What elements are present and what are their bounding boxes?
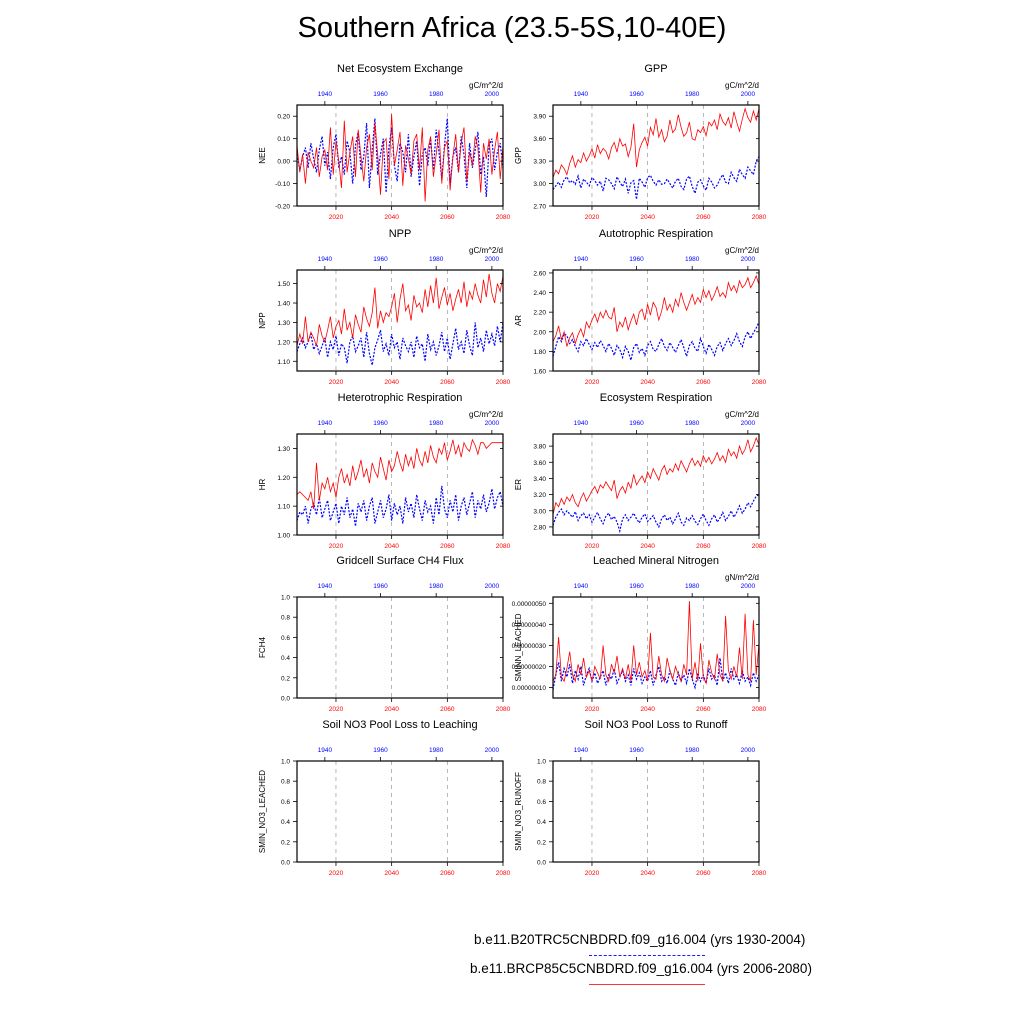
y-axis-label: NPP [258, 312, 267, 329]
x-tick-label-top: 1980 [684, 583, 700, 590]
legend-fut-line [589, 984, 705, 985]
x-tick-label-top: 1980 [684, 420, 700, 427]
plot-frame [553, 761, 759, 862]
y-tick-label: 3.60 [533, 459, 546, 467]
x-tick-label-bottom: 2020 [584, 214, 600, 221]
y-tick-label: 1.50 [277, 281, 290, 289]
x-tick-label-top: 1960 [373, 583, 388, 590]
y-axis-label: SMINN_LEACHED [514, 613, 523, 682]
series-hist-line [297, 119, 503, 198]
series-fut-line [553, 438, 759, 515]
panel-title: Autotrophic Respiration [598, 228, 714, 240]
y-tick-label: 3.80 [533, 443, 546, 451]
y-tick-label: 1.10 [277, 358, 290, 366]
series-fut-line [553, 601, 759, 683]
x-tick-label-bottom: 2020 [584, 543, 600, 550]
panel-units: gC/m^2/d [469, 81, 503, 90]
y-tick-label: 1.0 [280, 594, 290, 602]
y-axis-label: SMIN_NO3_RUNOFF [514, 772, 523, 851]
x-tick-label-bottom: 2060 [696, 706, 711, 713]
x-tick-label-bottom: 2060 [696, 543, 711, 550]
x-tick-label-top: 1960 [373, 256, 388, 263]
y-tick-label: 2.20 [533, 309, 546, 317]
x-tick-label-top: 1940 [573, 747, 589, 754]
x-tick-label-top: 1960 [629, 420, 644, 427]
x-tick-label-bottom: 2040 [640, 379, 655, 386]
x-tick-label-bottom: 2020 [584, 706, 600, 713]
y-axis-label: HR [258, 478, 267, 491]
y-tick-label: 3.60 [533, 136, 546, 144]
x-tick-label-bottom: 2020 [328, 706, 344, 713]
panel-title: Gridcell Surface CH4 Flux [336, 555, 464, 567]
y-tick-label: -0.10 [275, 181, 290, 189]
x-tick-label-bottom: 2020 [328, 379, 344, 386]
panel-units: gN/m^2/d [725, 573, 759, 582]
x-tick-label-top: 1940 [573, 91, 589, 98]
y-tick-label: 0.00000020 [511, 663, 546, 671]
x-tick-label-top: 2000 [740, 583, 756, 590]
x-tick-label-bottom: 2040 [384, 870, 399, 877]
page-title: Southern Africa (23.5-5S,10-40E) [297, 12, 727, 44]
plot-frame [297, 761, 503, 862]
chart-panel-7 [258, 555, 511, 713]
x-tick-label-bottom: 2040 [640, 706, 655, 713]
y-tick-label: 0.2 [280, 839, 290, 847]
y-axis-label: GPP [514, 147, 523, 164]
x-tick-label-top: 1940 [317, 583, 333, 590]
y-tick-label: 0.8 [280, 614, 290, 622]
y-tick-label: 0.0 [280, 859, 290, 867]
chart-panel-10 [514, 719, 767, 877]
x-tick-label-bottom: 2060 [440, 543, 455, 550]
y-tick-label: 1.10 [277, 503, 290, 511]
legend-hist-label: b.e11.B20TRC5CNBDRD.f09_g16.004 (yrs 1930-2004) [474, 932, 806, 947]
y-tick-label: 0.2 [536, 839, 546, 847]
x-tick-label-top: 1960 [629, 91, 644, 98]
y-tick-label: 1.00 [277, 532, 290, 540]
series-fut-line [297, 114, 503, 202]
y-tick-label: 0.00000030 [511, 642, 546, 650]
x-tick-label-bottom: 2040 [384, 543, 399, 550]
chart-panel-2 [514, 63, 767, 221]
x-tick-label-bottom: 2040 [384, 706, 399, 713]
series-hist-line [553, 322, 759, 360]
x-tick-label-top: 2000 [740, 256, 756, 263]
x-tick-label-bottom: 2020 [328, 214, 344, 221]
x-tick-label-bottom: 2040 [640, 870, 655, 877]
x-tick-label-top: 1980 [428, 583, 444, 590]
y-tick-label: 2.00 [533, 329, 546, 337]
series-hist-line [553, 157, 759, 200]
x-tick-label-top: 1940 [317, 747, 333, 754]
y-axis-label: NEE [258, 147, 267, 164]
y-tick-label: 3.20 [533, 492, 546, 500]
y-tick-label: 0.8 [536, 778, 546, 786]
panel-units: gC/m^2/d [725, 246, 759, 255]
x-tick-label-top: 1960 [629, 583, 644, 590]
y-tick-label: 0.6 [280, 798, 290, 806]
x-tick-label-bottom: 2080 [751, 543, 767, 550]
panel-units: gC/m^2/d [725, 81, 759, 90]
x-tick-label-bottom: 2060 [696, 870, 711, 877]
legend-fut-label: b.e11.BRCP85C5CNBDRD.f09_g16.004 (yrs 2006-2080) [470, 961, 812, 976]
x-tick-label-bottom: 2080 [495, 379, 511, 386]
x-tick-label-bottom: 2060 [440, 214, 455, 221]
x-tick-label-top: 1940 [317, 256, 333, 263]
panel-title: GPP [644, 63, 668, 75]
y-tick-label: 1.20 [277, 474, 290, 482]
panel-units: gC/m^2/d [469, 410, 503, 419]
x-tick-label-bottom: 2080 [751, 379, 767, 386]
y-tick-label: 0.20 [277, 113, 290, 121]
y-tick-label: 2.40 [533, 290, 546, 298]
chart-panel-9 [258, 719, 511, 877]
x-tick-label-bottom: 2080 [495, 543, 511, 550]
y-tick-label: 0.10 [277, 136, 290, 144]
y-tick-label: 0.00000040 [511, 621, 546, 629]
x-tick-label-bottom: 2040 [640, 214, 655, 221]
x-tick-label-top: 1940 [573, 583, 589, 590]
x-tick-label-bottom: 2080 [751, 214, 767, 221]
y-tick-label: 0.4 [280, 819, 290, 827]
y-tick-label: 0.4 [536, 819, 546, 827]
y-tick-label: 1.60 [533, 368, 546, 376]
chart-panel-8 [512, 555, 767, 713]
y-tick-label: 0.4 [280, 655, 290, 663]
x-tick-label-top: 1980 [684, 256, 700, 263]
x-tick-label-top: 1940 [573, 420, 589, 427]
y-tick-label: 2.70 [533, 203, 546, 211]
y-tick-label: 1.30 [277, 445, 290, 453]
y-tick-label: 1.40 [277, 300, 290, 308]
y-axis-label: SMIN_NO3_LEACHED [258, 769, 267, 854]
y-tick-label: 3.00 [533, 508, 546, 516]
chart-panel-1 [258, 63, 511, 221]
x-tick-label-bottom: 2020 [328, 870, 344, 877]
x-tick-label-top: 1980 [428, 256, 444, 263]
y-tick-label: 0.00000050 [511, 600, 546, 608]
y-tick-label: 3.30 [533, 158, 546, 166]
x-tick-label-top: 2000 [484, 420, 500, 427]
x-tick-label-bottom: 2040 [640, 543, 655, 550]
panel-title: Ecosystem Respiration [599, 392, 713, 404]
x-tick-label-top: 2000 [740, 420, 756, 427]
y-tick-label: 2.80 [533, 524, 546, 532]
x-tick-label-bottom: 2060 [696, 379, 711, 386]
x-tick-label-bottom: 2080 [495, 214, 511, 221]
x-tick-label-bottom: 2080 [751, 706, 767, 713]
y-tick-label: 1.0 [280, 758, 290, 766]
y-tick-label: 3.00 [533, 181, 546, 189]
x-tick-label-top: 1960 [373, 747, 388, 754]
y-tick-label: 0.6 [280, 634, 290, 642]
y-axis-label: ER [514, 478, 523, 491]
x-tick-label-top: 2000 [484, 91, 500, 98]
x-tick-label-top: 1980 [428, 747, 444, 754]
y-tick-label: 1.0 [536, 758, 546, 766]
x-tick-label-top: 1980 [684, 747, 700, 754]
y-tick-label: 0.6 [536, 798, 546, 806]
x-tick-label-bottom: 2060 [696, 214, 711, 221]
plot-frame [297, 434, 503, 535]
x-tick-label-top: 2000 [484, 256, 500, 263]
x-tick-label-top: 1940 [317, 420, 333, 427]
series-fut-line [297, 440, 503, 509]
series-hist-line [297, 486, 503, 526]
panel-title: Net Ecosystem Exchange [337, 63, 463, 75]
x-tick-label-top: 1980 [428, 91, 444, 98]
x-tick-label-top: 1960 [373, 91, 388, 98]
panel-title: Soil NO3 Pool Loss to Runoff [584, 719, 728, 731]
y-tick-label: -0.20 [275, 203, 290, 211]
chart-panel-5 [258, 392, 511, 550]
x-tick-label-bottom: 2020 [584, 870, 600, 877]
y-axis-label: FCH4 [258, 637, 267, 658]
panel-title: Heterotrophic Respiration [337, 392, 463, 404]
series-hist-line [553, 495, 759, 531]
x-tick-label-top: 1980 [428, 420, 444, 427]
x-tick-label-bottom: 2060 [440, 706, 455, 713]
y-tick-label: 3.90 [533, 113, 546, 121]
x-tick-label-bottom: 2080 [495, 706, 511, 713]
x-tick-label-top: 2000 [740, 747, 756, 754]
y-tick-label: 1.80 [533, 348, 546, 356]
panel-title: Soil NO3 Pool Loss to Leaching [322, 719, 478, 731]
chart-panel-4 [514, 228, 767, 386]
y-tick-label: 0.00000010 [511, 684, 546, 692]
panel-title: NPP [388, 228, 412, 240]
series-fut-line [553, 276, 759, 347]
x-tick-label-bottom: 2080 [495, 870, 511, 877]
x-tick-label-bottom: 2020 [584, 379, 600, 386]
x-tick-label-bottom: 2080 [751, 870, 767, 877]
panel-units: gC/m^2/d [469, 246, 503, 255]
x-tick-label-top: 2000 [484, 583, 500, 590]
x-tick-label-top: 1960 [629, 747, 644, 754]
y-tick-label: 0.2 [280, 675, 290, 683]
x-tick-label-top: 2000 [484, 747, 500, 754]
x-tick-label-bottom: 2020 [328, 543, 344, 550]
y-tick-label: 2.60 [533, 270, 546, 278]
y-axis-label: AR [514, 314, 523, 327]
x-tick-label-top: 1980 [684, 91, 700, 98]
y-tick-label: 1.20 [277, 339, 290, 347]
panel-title: Leached Mineral Nitrogen [593, 555, 719, 567]
x-tick-label-top: 1960 [629, 256, 644, 263]
y-tick-label: 0.0 [280, 695, 290, 703]
series-fut-line [297, 274, 503, 346]
y-tick-label: 0.0 [536, 859, 546, 867]
plot-frame [297, 597, 503, 698]
chart-panel-3 [258, 228, 511, 386]
panel-units: gC/m^2/d [725, 410, 759, 419]
x-tick-label-top: 1960 [373, 420, 388, 427]
y-tick-label: 1.30 [277, 319, 290, 327]
x-tick-label-top: 1940 [573, 256, 589, 263]
x-tick-label-bottom: 2040 [384, 214, 399, 221]
y-tick-label: 0.00 [277, 158, 290, 166]
x-tick-label-top: 1940 [317, 91, 333, 98]
x-tick-label-top: 2000 [740, 91, 756, 98]
series-fut-line [553, 109, 759, 178]
x-tick-label-bottom: 2060 [440, 870, 455, 877]
y-tick-label: 0.8 [280, 778, 290, 786]
legend-hist-line [589, 955, 705, 956]
chart-panel-6 [514, 392, 767, 550]
y-tick-label: 3.40 [533, 475, 546, 483]
x-tick-label-bottom: 2040 [384, 379, 399, 386]
x-tick-label-bottom: 2060 [440, 379, 455, 386]
